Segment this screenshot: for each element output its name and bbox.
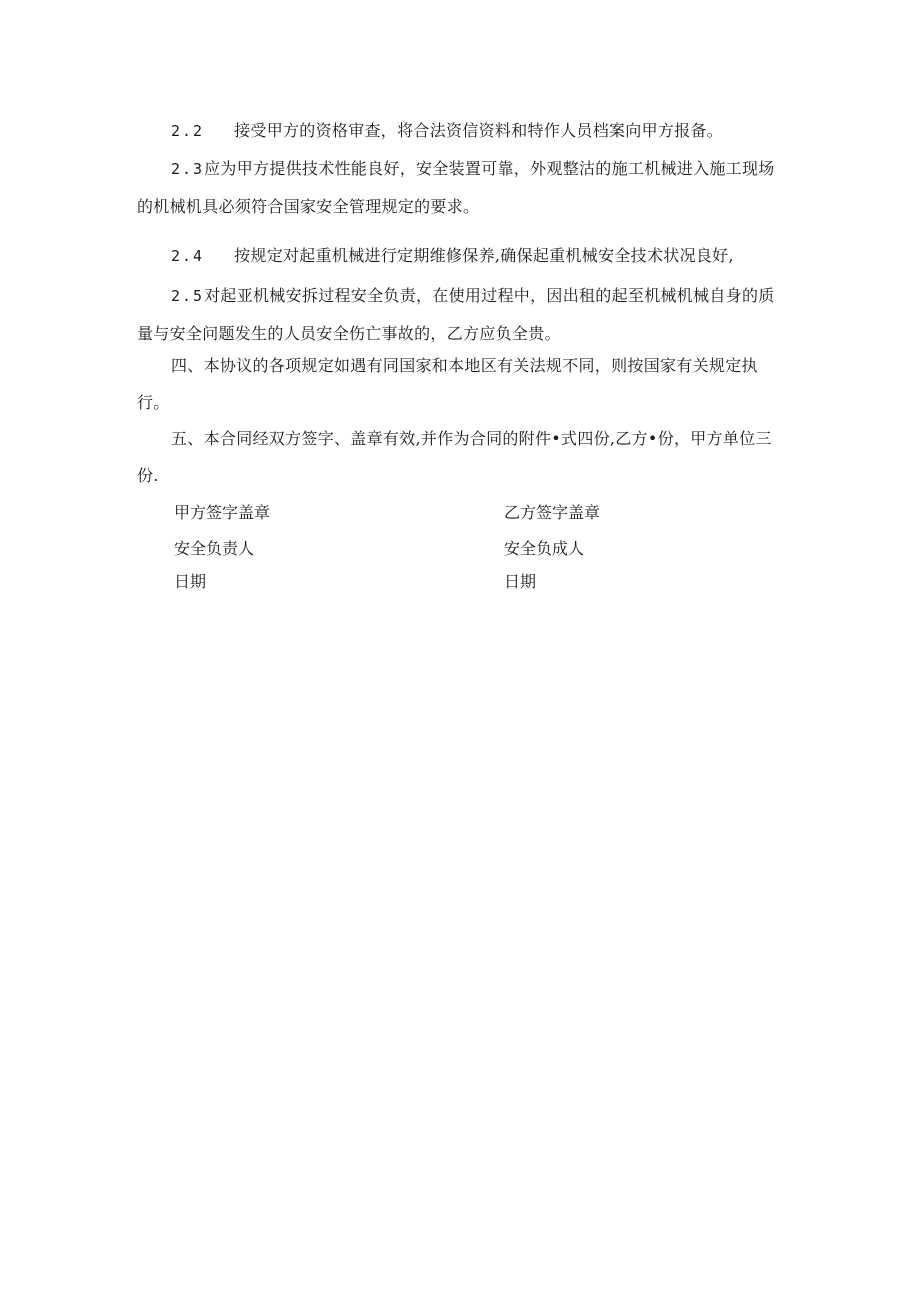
clause-number: 2.4 bbox=[171, 247, 205, 265]
signature-row-person bbox=[174, 536, 774, 560]
clause-2-5 bbox=[137, 277, 787, 352]
clause-text: 四、本协议的各项规定如遇有同国家和本地区有关法规不同，则按国家有关规定执行。 bbox=[137, 356, 758, 412]
clause-text: 按规定对起重机械进行定期维修保养,确保起重机械安全技术状况良好, bbox=[234, 246, 734, 265]
clause-number: 2.2 bbox=[171, 122, 205, 140]
clause-2-2 bbox=[137, 112, 787, 150]
clause-text: 接受甲方的资格审查，将合法资信资料和特作人员档案向甲方报备。 bbox=[234, 121, 724, 140]
clause-text: 应为甲方提供技术性能良好，安全装置可靠，外观整沽的施工机械进入施工现场的机械机具必须符合国家安全管理规定的要求。 bbox=[137, 159, 775, 216]
party-b-date-label: 日期 bbox=[504, 572, 537, 591]
party-b-seal-label: 乙方签字盖章 bbox=[504, 503, 601, 522]
clause-5 bbox=[137, 420, 787, 494]
party-b-person-label: 安全负成人 bbox=[504, 539, 585, 558]
clause-text: 五、本合同经双方签字、盖章有效,并作为合同的附件•式四份,乙方•份，甲方单位三份. bbox=[137, 429, 772, 485]
clause-4 bbox=[137, 347, 787, 421]
clause-number: 2.3 bbox=[171, 160, 205, 178]
party-a-person-label: 安全负责人 bbox=[174, 539, 255, 558]
clause-2-3 bbox=[137, 150, 787, 225]
party-a-seal-label: 甲方签字盖章 bbox=[174, 503, 271, 522]
signature-row-date bbox=[174, 569, 774, 593]
clause-text: 对起亚机械安拆过程安全负责，在使用过程中，因出租的起至机械机械自身的质量与安全问题发生的人员安全伤亡事故的，乙方应负全贵。 bbox=[137, 286, 775, 343]
clause-2-4 bbox=[137, 237, 787, 275]
party-a-date-label: 日期 bbox=[174, 572, 207, 591]
clause-number: 2.5 bbox=[171, 287, 205, 305]
signature-row-seal bbox=[174, 500, 774, 524]
